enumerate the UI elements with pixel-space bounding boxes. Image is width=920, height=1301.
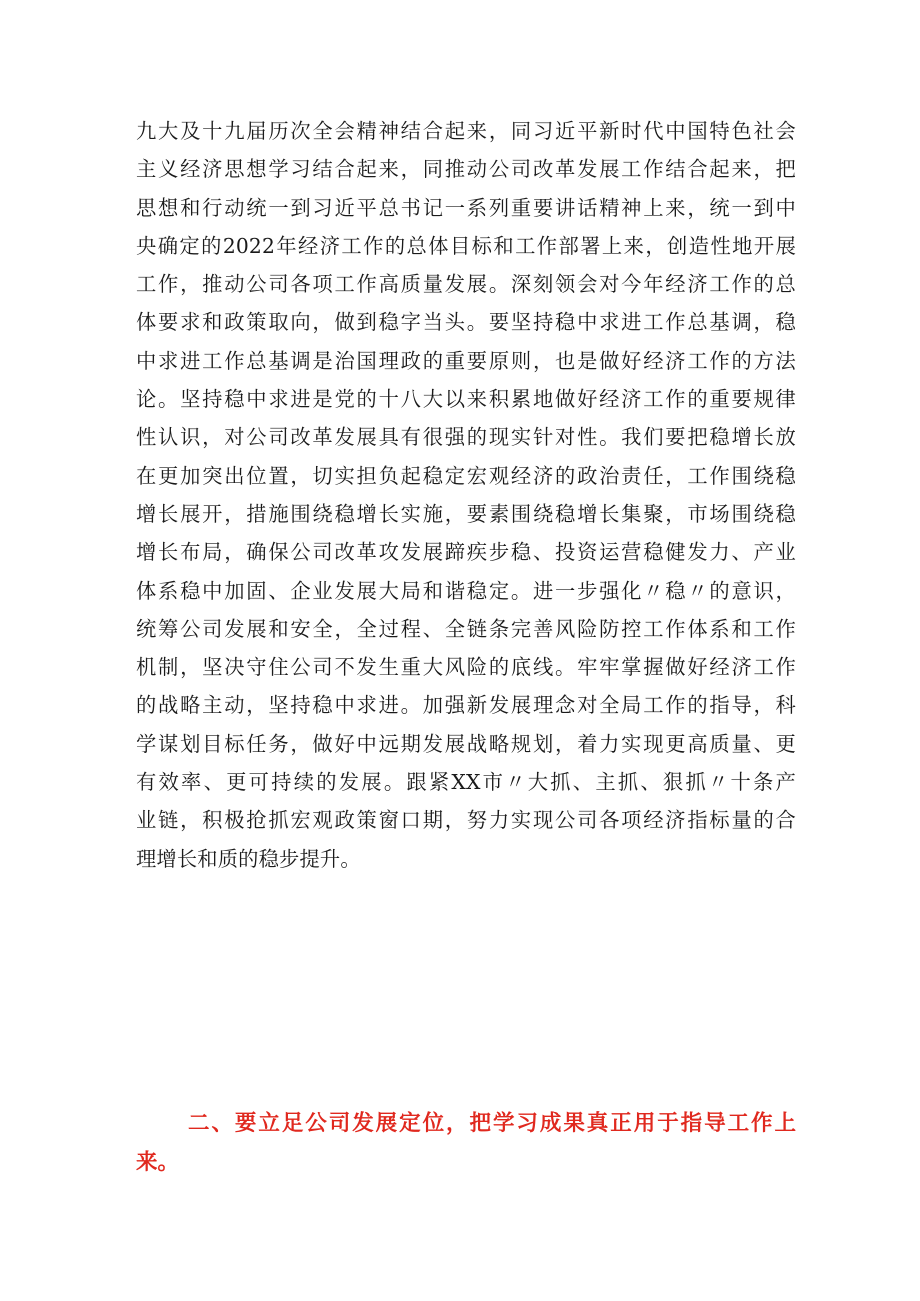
paragraph-line: 的战略主动，坚持稳中求进。加强新发展理念对全局工作的指导，科	[136, 693, 796, 718]
paragraph-line: 体要求和政策取向，做到稳字当头。要坚持稳中求进工作总基调，稳	[136, 310, 796, 335]
paragraph-line: 有效率、更可持续的发展。跟紧XX市〃大抓、主抓、狠抓〃十条产	[136, 770, 796, 795]
paragraph-line: 在更加突出位置，切实担负起稳定宏观经济的政治责任，工作围绕稳	[136, 463, 796, 488]
paragraph-line: 论。坚持稳中求进是党的十八大以来积累地做好经济工作的重要规律	[136, 387, 796, 412]
paragraph-line: 理增长和质的稳步提升。	[136, 846, 361, 871]
heading-line: 二、要立足公司发展定位，把学习成果真正用于指导工作上	[188, 1111, 796, 1136]
paragraph-line: 性认识，对公司改革发展具有很强的现实针对性。我们要把稳增长放	[136, 425, 796, 450]
paragraph-line: 中求进工作总基调是治国理政的重要原则，也是做好经济工作的方法	[136, 348, 796, 373]
paragraph-line: 思想和行动统一到习近平总书记一系列重要讲话精神上来，统一到中	[136, 195, 796, 220]
heading-line: 来。	[136, 1150, 180, 1175]
section-heading	[136, 1104, 796, 1182]
body-paragraph	[136, 112, 796, 878]
paragraph-line: 工作，推动公司各项工作高质量发展。深刻领会对今年经济工作的总	[136, 272, 796, 297]
paragraph-line: 统筹公司发展和安全，全过程、全链条完善风险防控工作体系和工作	[136, 616, 796, 641]
paragraph-line: 主义经济思想学习结合起来，同推动公司改革发展工作结合起来，把	[136, 157, 796, 182]
paragraph-line: 机制，坚决守住公司不发生重大风险的底线。牢牢掌握做好经济工作	[136, 655, 796, 680]
paragraph-line: 九大及十九届历次全会精神结合起来，同习近平新时代中国特色社会	[136, 119, 796, 143]
paragraph-line: 体系稳中加固、企业发展大局和谐稳定。进一步强化〃稳〃的意识，	[136, 578, 796, 603]
paragraph-line: 央确定的2022年经济工作的总体目标和工作部署上来，创造性地开展	[136, 233, 796, 258]
paragraph-line: 学谋划目标任务，做好中远期发展战略规划，着力实现更高质量、更	[136, 731, 796, 756]
paragraph-line: 业链，积极抢抓宏观政策窗口期，努力实现公司各项经济指标量的合	[136, 808, 796, 833]
paragraph-line: 增长布局，确保公司改革攻发展蹄疾步稳、投资运营稳健发力、产业	[136, 540, 796, 565]
paragraph-line: 增长展开，措施围绕稳增长实施，要素围绕稳增长集聚，市场围绕稳	[136, 501, 796, 526]
